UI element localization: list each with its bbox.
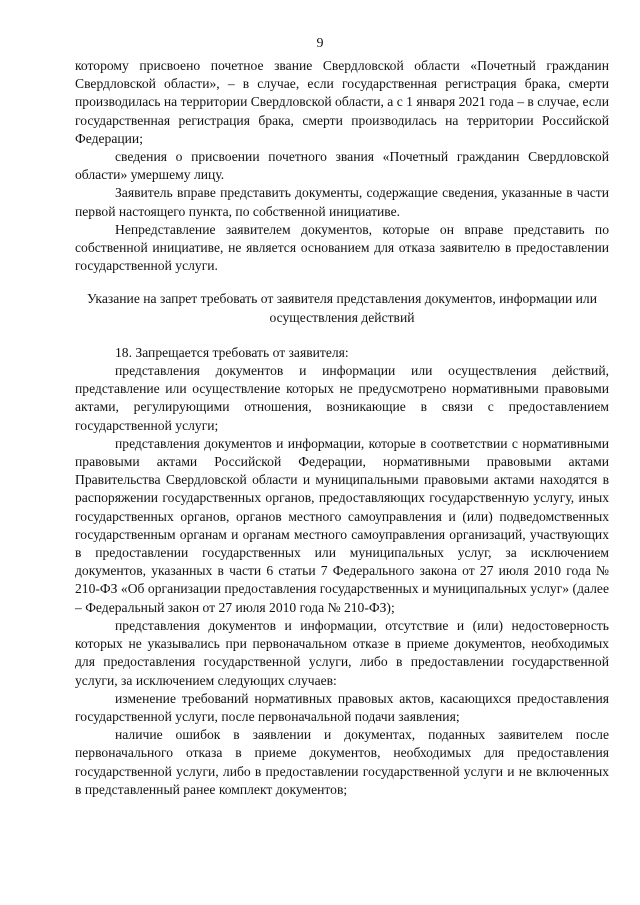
- paragraph: изменение требований нормативных правовых актов, касающихся предоставления государственной услуги, после первоначальной подачи заявления;: [75, 690, 609, 724]
- paragraph: представления документов и информации, которые в соответствии с нормативными правовыми актами Российской Федерации, нормативными правовыми актами Правительства Свердловской области и муниципальными правовыми актами находятся в распоряжении государственных органов, предоставляющих государственную услугу, иных государственных органов, органов местного самоуправления и (или) подведомственных государственным органам и органам местного самоуправления организаций, участвующих в предоставлении государственных или муниципальных услуг, за исключением документов, указанных в части 6 статьи 7 Федерального закона от 27 июля 2010 года № 210-ФЗ «Об организации предоставления государственных и муниципальных услуг» (далее – Федеральный закон от 27 июля 2010 года № 210-ФЗ);: [75, 435, 609, 615]
- paragraph: наличие ошибок в заявлении и документах, поданных заявителем после первоначального отказа в приеме документов, необходимых для предоставления государственной услуги, либо в предоставлении государственной услуги и не включенных в представленный ранее комплект документов;: [75, 727, 609, 797]
- paragraph: Заявитель вправе представить документы, содержащие сведения, указанные в части первой настоящего пункта, по собственной инициативе.: [75, 185, 609, 219]
- paragraph: Непредставление заявителем документов, которые он вправе представить по собственной инициативе, не является основанием для отказа заявителю в предоставлении государственной услуги.: [75, 221, 609, 274]
- paragraph: сведения о присвоении почетного звания «Почетный гражданин Свердловской области» умершему лицу.: [75, 149, 609, 183]
- document-body: [75, 57, 609, 799]
- paragraph: представления документов и информации, отсутствие и (или) недостоверность которых не указывались при первоначальном отказе в приеме документов, необходимых для предоставления государственной услуги, либо в предоставлении государственной услуги, за исключением следующих случаев:: [75, 617, 609, 688]
- paragraph: 18. Запрещается требовать от заявителя:: [115, 344, 349, 360]
- section-heading: Указание на запрет требовать от заявителя представления документов, информации или осуществления действий: [87, 291, 597, 325]
- page-number: 9: [316, 36, 324, 51]
- paragraph: которому присвоено почетное звание Свердловской области «Почетный гражданин Свердловской области», – в случае, если государственная регистрация брака, смерти производилась на территории Свердловской области, а с 1 января 2021 года – в случае, если государственная регистрация брака, смерти производилась на территории Российской Федерации;: [75, 58, 609, 146]
- paragraph: представления документов и информации или осуществления действий, представление или осуществление которых не предусмотрено нормативными правовыми актами, регулирующими отношения, возникающие в связи с предоставлением государственной услуги;: [75, 363, 609, 433]
